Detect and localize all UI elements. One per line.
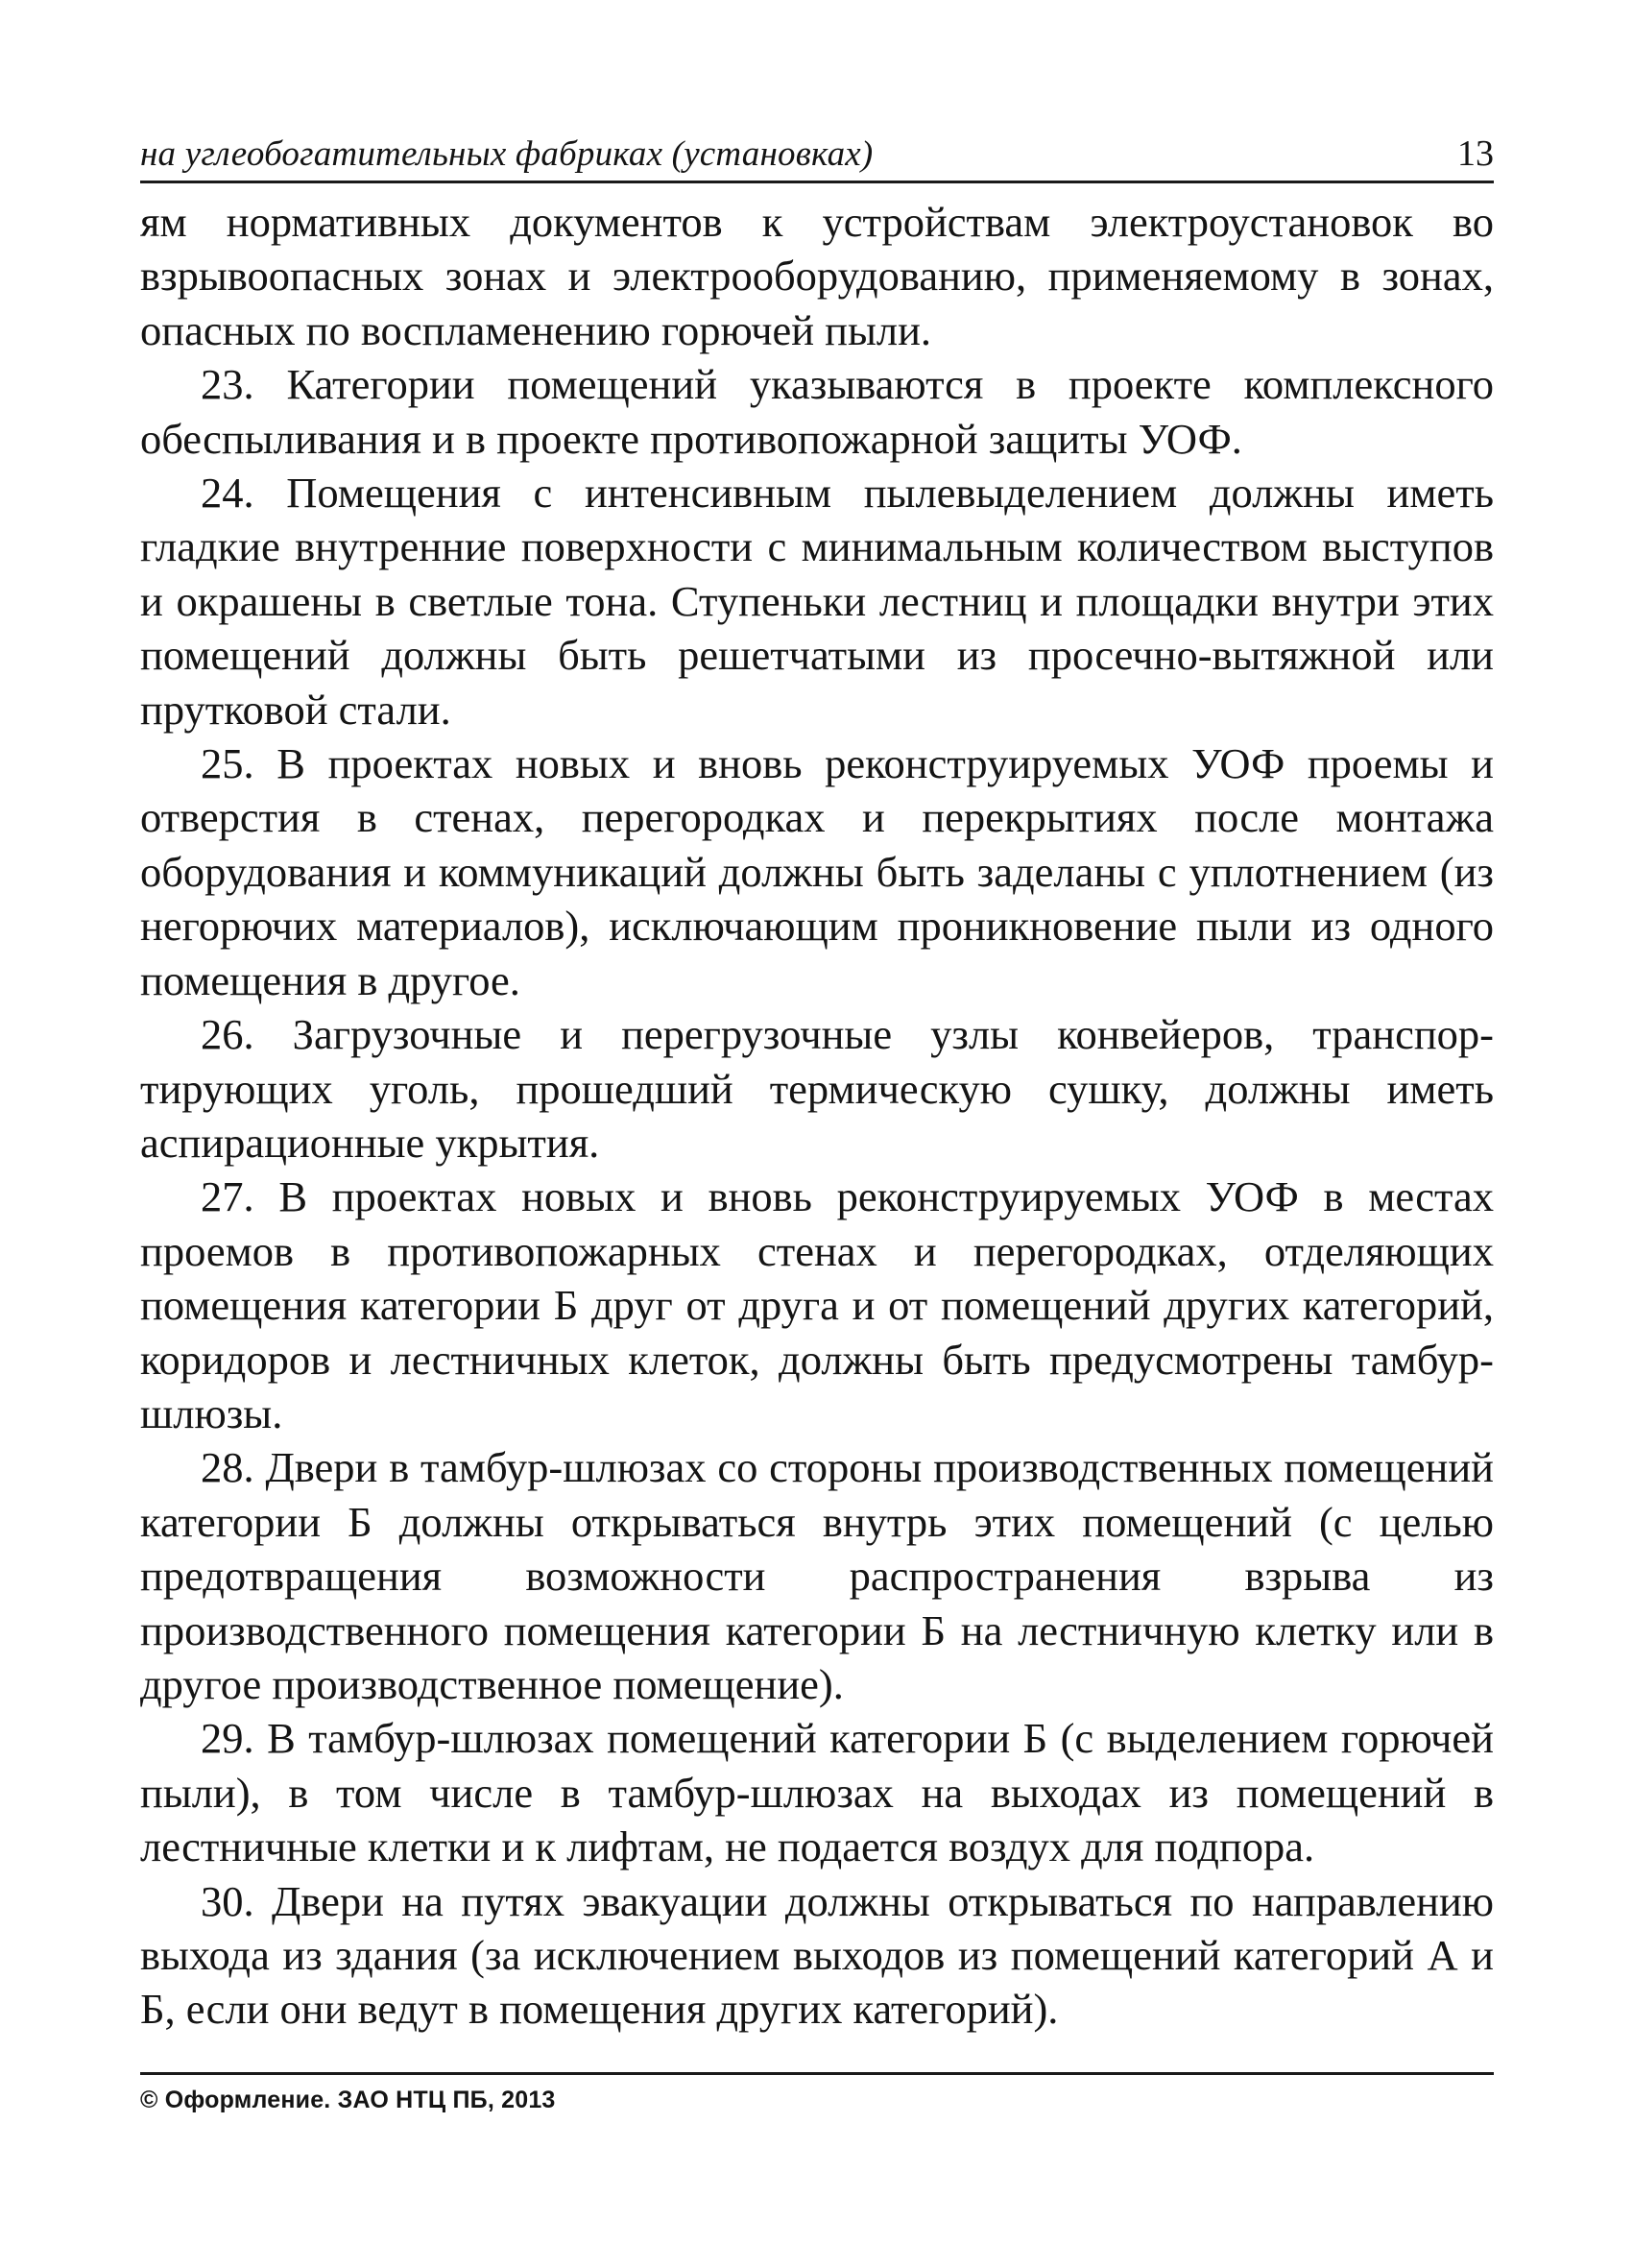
paragraph-item-30: 30. Двери на путях эвакуации должны открываться по направлению выхода из здания (за исключением выходов из помещений категорий А и Б, если они ведут в помещения других категорий). <box>140 1876 1494 2034</box>
running-header <box>140 127 1494 183</box>
page-number: 13 <box>1457 133 1494 174</box>
paragraph-continuation: ям нормативных документов к устройствам электроустановок во взрывоопасных зонах и электрооборудованию, применяемому в зонах, опасных по воспламенению горючей пыли. <box>140 198 1494 354</box>
paragraph-item-25: 25. В проектах новых и вновь реконструируемых УОФ проемы и отверстия в стенах, перегородках и перекрытиях после монтажа оборудования и коммуникаций должны быть заделаны с уплотнением (из негорючих материалов), исключающим проникновение пыли из одного помещения в другое. <box>140 739 1494 1004</box>
paragraph-item-27: 27. В проектах новых и вновь реконструируемых УОФ в местах проемов в противопожарных стенах и перегородках, отделяющих помещения категории Б друг от друга и от помещений других категорий, коридоров и лестничных клеток, должны быть предусмотрены тамбур-шлюзы. <box>140 1172 1494 1437</box>
paragraph-item-28: 28. Двери в тамбур-шлюзах со стороны производственных помещений категории Б должны открываться внутрь этих помещений (с целью предотвращения возможности распространения взрыва из производственного помещения категории Б на лестничную клетку или в другое производственное помещение). <box>140 1443 1494 1708</box>
copyright-notice: © Оформление. ЗАО НТЦ ПБ, 2013 <box>140 2087 556 2113</box>
page-footer <box>140 2072 1494 2114</box>
paragraph-item-23: 23. Категории помещений указываются в проекте комплексного обеспыливания и в проекте противопожарной защиты УОФ. <box>140 360 1494 463</box>
paragraph-item-24: 24. Помещения с интенсивным пылевыделением должны иметь гладкие внутренние поверхности с минимальным количеством выступов и окрашены в светлые тона. Ступеньки лестниц и площадки внутри этих помещений должны быть решетчатыми из просечно-вытяжной или прутковой стали. <box>140 469 1494 734</box>
paragraph-item-29: 29. В тамбур-шлюзах помещений категории Б (с выделением горючей пыли), в том числе в тамбур-шлюзах на выходах из помещений в лестничные клетки и к лифтам, не подается воздух для подпора. <box>140 1714 1494 1871</box>
running-header-title: на углеобогатительных фабриках (установках) <box>140 134 874 174</box>
paragraph-item-26: 26. Загрузочные и перегрузочные узлы конвейеров, транспортирующих уголь, прошедший термическую сушку, должны иметь аспирационные укрытия. <box>140 1010 1494 1167</box>
body-text <box>140 195 1494 2037</box>
